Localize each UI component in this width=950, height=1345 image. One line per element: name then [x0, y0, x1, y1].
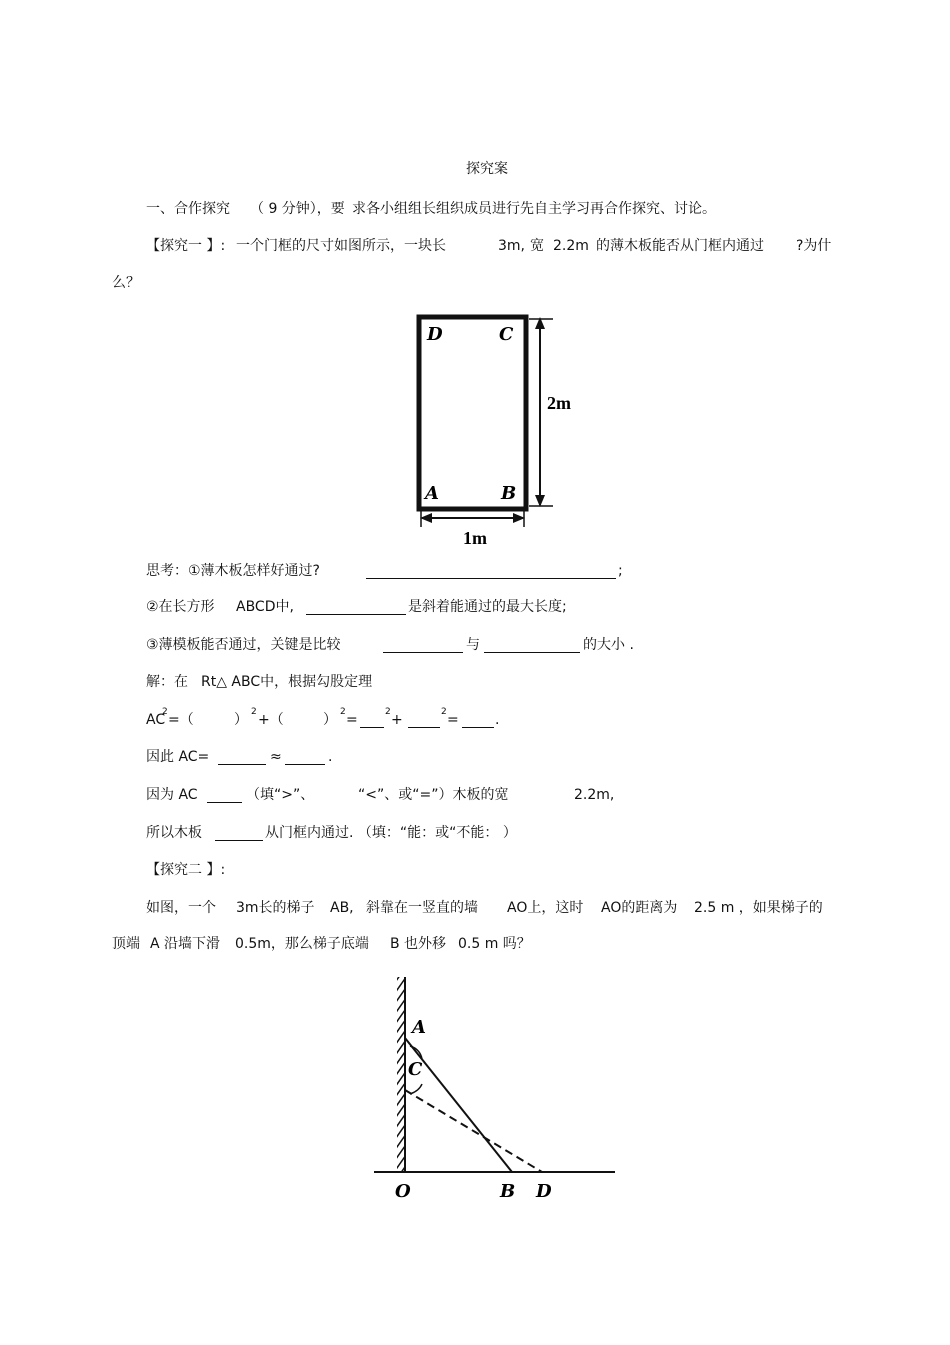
label-B: B	[501, 483, 517, 504]
explore2-p2d: B 也外移	[390, 936, 447, 952]
height-label: 2m	[547, 393, 571, 413]
answer-blank-7[interactable]	[462, 727, 494, 728]
label-C: C	[499, 324, 514, 345]
solution-l3-end: .	[328, 749, 333, 765]
wall-hatch	[397, 977, 405, 1173]
explore1-tag: 【探究一 】:	[146, 238, 226, 254]
width-arrow-right	[513, 513, 525, 523]
label-O: O	[395, 1181, 411, 1202]
page-title: 探究案	[466, 161, 508, 177]
explore1-text-c: 宽	[530, 238, 544, 254]
answer-blank-8[interactable]	[218, 764, 266, 765]
width-arrow-left	[420, 513, 432, 523]
think-q2a: ②在长方形	[146, 599, 215, 615]
ladder-cd	[405, 1090, 542, 1172]
height-arrow-bottom	[535, 495, 545, 507]
explore1-text-e: 的薄木板能否从门框内通过	[596, 238, 764, 254]
label-B: B	[500, 1181, 516, 1202]
solution-l3a: 因此 AC=	[146, 749, 210, 765]
explore2-p1b: 3m长的梯子	[236, 900, 315, 916]
solution-l2d: +（	[258, 712, 284, 728]
solution-l4a: 因为 AC	[146, 787, 198, 803]
answer-blank-11[interactable]	[215, 840, 263, 841]
explore2-p1f: AO的距离为	[601, 900, 678, 916]
door-frame-figure	[405, 305, 585, 555]
solution-l2a: AC	[146, 712, 166, 728]
ladder-figure	[370, 975, 620, 1205]
solution-l2-sup-2: 2	[251, 707, 257, 717]
solution-l2g: +	[391, 712, 403, 728]
explore2-p2a: 顶端	[112, 936, 140, 952]
section1-text: 求各小组组长组织成员进行先自主学习再合作探究、讨论。	[352, 201, 716, 217]
answer-blank-5[interactable]	[360, 727, 384, 728]
explore2-p1c: AB,	[330, 900, 354, 916]
think-q1: 思考：①薄木板怎样好通过?	[146, 563, 320, 579]
section1-heading: 一、合作探究	[146, 201, 230, 217]
think-q3a: ③薄模板能否通过，关键是比较	[146, 637, 341, 653]
explore1-text-f: ?为什	[796, 238, 832, 254]
solution-l5b: 从门框内通过. （填：“能：或“不能： ）	[265, 825, 517, 841]
think-q1-end: ;	[618, 563, 623, 579]
explore2-p2c: 0.5m，那么梯子底端	[235, 936, 369, 952]
solution-l1a: 解：在	[146, 674, 188, 690]
explore2-p2e: 0.5 m 吗？	[458, 936, 531, 952]
explore1-text-g: 么？	[112, 275, 140, 291]
solution-l2-sup-3: 2	[340, 707, 346, 717]
solution-l2-sup-4: 2	[385, 707, 391, 717]
width-label: 1m	[463, 528, 487, 548]
solution-l2e: ）	[323, 712, 337, 728]
explore1-text-a: 一个门框的尺寸如图所示，一块长	[236, 238, 446, 254]
think-q2c: 是斜着能通过的最大长度;	[408, 599, 567, 615]
solution-l1b: Rt△ ABC中，根据勾股定理	[201, 674, 373, 690]
solution-l2-sup-5: 2	[441, 707, 447, 717]
solution-l4d: 2.2m,	[574, 787, 615, 803]
solution-l5a: 所以木板	[146, 825, 202, 841]
solution-l4b: （填“>”、	[246, 787, 315, 803]
think-q3c: 的大小 .	[583, 637, 634, 653]
answer-blank-9[interactable]	[285, 764, 325, 765]
explore2-p2b: A 沿墙下滑	[150, 936, 221, 952]
answer-blank-10[interactable]	[207, 802, 242, 803]
answer-blank-6[interactable]	[408, 727, 440, 728]
solution-l3b: ≈	[270, 749, 282, 765]
label-A: A	[425, 483, 439, 504]
solution-l2-end: .	[495, 712, 500, 728]
explore2-p1e: AO上，这时	[507, 900, 584, 916]
explore2-p1g: 2.5 m ，如果梯子的	[694, 900, 823, 916]
label-D: D	[536, 1181, 552, 1202]
solution-l2f: =	[346, 712, 358, 728]
answer-blank-1[interactable]	[366, 578, 616, 579]
think-q3b: 与	[466, 637, 480, 653]
answer-blank-4[interactable]	[484, 652, 580, 653]
section1-time: （ 9 分钟），要	[250, 201, 345, 217]
label-A: A	[412, 1017, 426, 1038]
answer-blank-2[interactable]	[306, 614, 406, 615]
solution-l2c: ）	[234, 712, 248, 728]
solution-l2h: =	[447, 712, 459, 728]
explore2-p1a: 如图，一个	[146, 900, 216, 916]
explore1-text-b: 3m,	[498, 238, 525, 254]
solution-l2-sup-1: 2	[162, 707, 168, 717]
solution-l4c: “<”、或“=”）木板的宽	[358, 787, 509, 803]
solution-l2b: =（	[168, 712, 194, 728]
label-D: D	[427, 324, 443, 345]
door-frame-rect	[419, 317, 526, 509]
think-q2b: ABCD中,	[236, 599, 294, 615]
explore2-tag: 【探究二 】:	[146, 862, 226, 878]
angle-arc-c	[410, 1084, 422, 1094]
answer-blank-3[interactable]	[383, 652, 463, 653]
explore1-text-d: 2.2m	[553, 238, 589, 254]
explore2-p1d: 斜靠在一竖直的墙	[366, 900, 478, 916]
label-C: C	[408, 1059, 423, 1080]
